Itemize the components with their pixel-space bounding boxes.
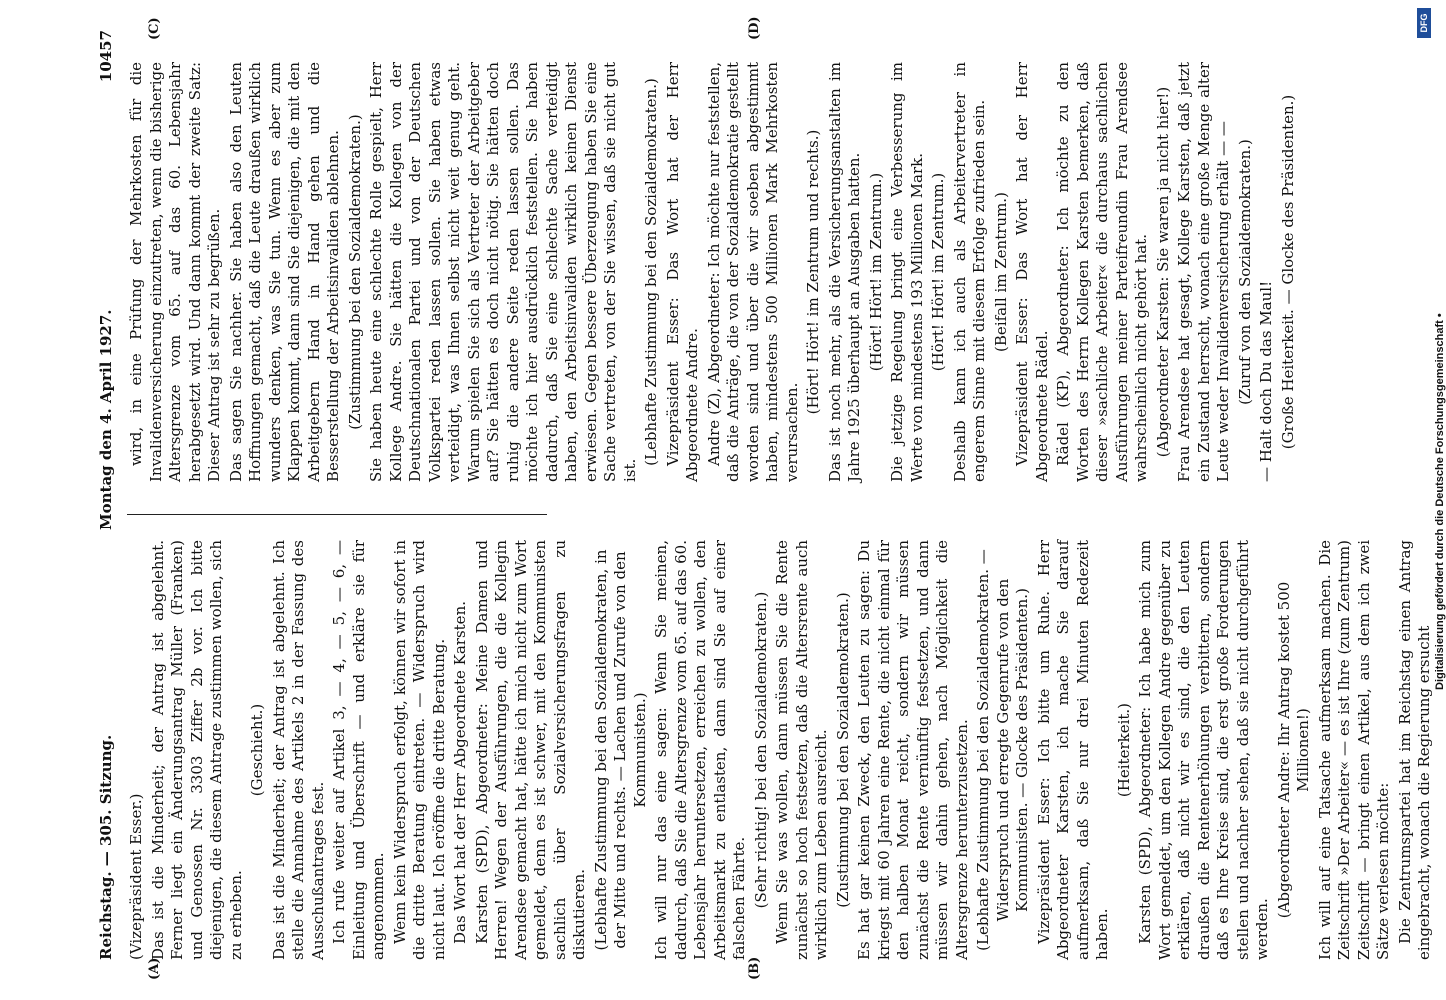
paragraph: Das ist noch mehr, als die Versicherungsanstalten im Jahre 1925 überhaupt an Ausgaben hatten. bbox=[825, 62, 863, 482]
interjection: (Zustimmung bei den Sozialdemokraten.) bbox=[833, 592, 852, 908]
paragraph: Die jetzige Regelung bringt eine Verbesserung im Werte von mindestens 193 Millionen Mark. bbox=[888, 62, 926, 482]
interjection: (Lebhafte Zustimmung bei den Sozialdemokraten. — Widerspruch und erregte Gegenrufe von den Kommunisten. — Glocke des Präsidenten.) bbox=[974, 549, 1031, 951]
interjection: (Beifall im Zentrum.) bbox=[991, 192, 1010, 352]
dfg-logo: DFG bbox=[1417, 8, 1431, 38]
left-column bbox=[127, 540, 1433, 960]
interjection: (Zustimmung bei den Sozialdemokraten.) bbox=[345, 114, 364, 430]
interjection: (Abgeordneter Karsten: Sie waren ja nicht hier!) bbox=[1153, 86, 1172, 458]
interjection: (Hört! Hört! im Zentrum und rechts.) bbox=[804, 129, 822, 415]
interjection: (Sehr richtig! bei den Sozialdemokraten.) bbox=[751, 591, 770, 909]
header-center: Montag den 4. April 1927. bbox=[97, 309, 115, 530]
section-marker-b: (B) bbox=[747, 956, 762, 980]
paragraph: Frau Arendsee hat gesagt, Kollege Karsten, daß jetzt ein Zustand herrscht, wonach eine große Menge alter Leute weder Invalidenversicherung erhält — — bbox=[1175, 62, 1232, 482]
interjection: (Hört! Hört! im Zentrum.) bbox=[866, 172, 885, 372]
paragraph: Vizepräsident Esser: Das Wort hat der Herr Abgeordnete Rädel. bbox=[1013, 62, 1051, 482]
page-header bbox=[97, 30, 117, 960]
section-marker-d: (D) bbox=[747, 16, 762, 40]
interjection: (Lebhafte Zustimmung bei den Sozialdemokraten.) bbox=[642, 78, 660, 466]
interjection: (Heiterkeit.) bbox=[1114, 702, 1133, 798]
paragraph: Wenn Sie was wollen, dann müssen Sie die Rente zunächst so hoch festsetzen, daß die Altersrente auch wirklich zum Leben ausreicht. bbox=[773, 540, 830, 960]
paragraph: Das ist die Minderheit; der Antrag ist abgelehnt. Ferner liegt ein Änderungsantrag Müller (Franken) und Genossen Nr. 3303 Ziffer 2b vor. Ich bitte diejenigen, die diesem Antrage zustimmen wollen, sich zu erheben. bbox=[148, 540, 245, 960]
paragraph: Sie haben heute eine schlechte Rolle gespielt, Herr Kollege Andre. Sie hätten die Kollegen von der Deutschnationalen Partei und von der Deutschen Volkspartei reden lassen sollen. Sie haben etwas verteidigt, was Ihnen selbst nicht weit genug geht. Warum spielen Sie sich als Vertreter der Arbeitgeber auf? Sie hätten es doch nicht nötig. Sie hätten doch ruhig die andere Seite reden lassen sollen. Das möchte ich hier ausdrücklich feststellen. Sie haben dadurch, daß Sie eine schlechte Sache verteidigt haben, den Arbeitsinvaliden wirklich keinen Dienst erwiesen. Gegen bessere Überzeugung haben Sie eine Sache vertreten, von der Sie wissen, daß sie nicht gut ist. bbox=[367, 62, 639, 482]
paragraph: Ich will auf eine Tatsache aufmerksam machen. Die Zeitschrift »Der Arbeiter« — es ist Ihre (zum Zentrum) Zeitschrift — bringt einen Artikel, aus dem ich zwei Sätze verlesen möchte: bbox=[1315, 540, 1392, 960]
interjection: (Große Heiterkeit. — Glocke des Präsidenten.) bbox=[1278, 94, 1297, 450]
paragraph: Karsten (SPD), Abgeordneter: Ich habe mich zum Wort gemeldet, um den Kollegen Andre gegenüber zu erklären, daß nicht wir es sind, die den Leuten draußen die Rentenerhöhungen verbittern, sondern daß es Ihre Kreise sind, die erst große Forderungen stellen und nachher sehen, daß sie nicht durchgeführt werden. bbox=[1136, 540, 1271, 960]
paragraph: Wenn kein Widerspruch erfolgt, können wir sofort in die dritte Beratung eintreten. — Widerspruch wird nicht laut. Ich eröffne die dritte Beratung. bbox=[390, 540, 448, 960]
paragraph: Rädel (KP), Abgeordneter: Ich möchte zu den Worten des Herrn Kollegen Karsten bemerken, daß dieser »sachliche Arbeiter« die durchaus sachlichen Ausführungen meiner Parteifreundin Frau Arendsee wahrscheinlich nicht gehört hat. bbox=[1054, 62, 1150, 482]
page-number: 10457 bbox=[97, 30, 115, 83]
paragraph: Ich will nur das eine sagen: Wenn Sie meinen, dadurch, daß Sie die Altersgrenze vom 65. auf das 60. Lebensjahr heruntersetzen, erreichen zu wollen, den Arbeitsmarkt zu entlasten, dann sind Sie auf einer falschen Fährte. bbox=[652, 540, 748, 960]
paragraph: Ich rufe weiter auf Artikel 3, — 4, — 5, — 6, — Einleitung und Überschrift — und erkläre sie für angenommen. bbox=[330, 540, 387, 960]
paragraph: Es hat gar keinen Zweck, den Leuten zu sagen: Du kriegst mit 60 Jahren eine Rente, die nicht einmal für den halben Monat reicht, sondern wir müssen zunächst die Rente vernünftig festsetzen, und dann müssen wir dahin gehen, nach Möglichkeit die Altersgrenze herunterzusetzen. bbox=[855, 540, 971, 960]
paragraph: Das ist die Minderheit; der Antrag ist abgelehnt. Ich stelle die Annahme des Artikels 2 in der Fassung des Ausschußantrages fest. bbox=[269, 540, 327, 960]
paragraph: wird, in eine Prüfung der Mehrkosten für die Invalidenversicherung einzutreten, wenn die bisherige Altersgrenze vom 65. auf das 60. Lebensjahr herabgesetzt wird. Und dann kommt der zweite Satz: Dieser Antrag ist sehr zu begrüßen. bbox=[127, 62, 223, 482]
interjection: (Abgeordneter Andre: Ihr Antrag kostet 500 Millionen!) bbox=[1274, 581, 1312, 919]
paragraph: (Vizepräsident Esser.) bbox=[127, 793, 145, 960]
section-marker-a: (A) bbox=[147, 957, 162, 980]
paragraph: Vizepräsident Esser: Ich bitte um Ruhe. Herr Abgeordneter Karsten, ich mache Sie darauf aufmerksam, daß Sie nur drei Minuten Redezeit haben. bbox=[1034, 540, 1111, 960]
section-marker-c: (C) bbox=[147, 17, 162, 40]
header-left: Reichstag. — 305. Sitzung. bbox=[97, 734, 115, 960]
interjection: (Lebhafte Zustimmung bei den Sozialdemokraten, in der Mitte und rechts. — Lachen und Zurufe von den Kommunisten.) bbox=[591, 549, 649, 951]
interjection: (Zuruf von den Sozialdemokraten.) bbox=[1235, 139, 1254, 405]
paragraph: Die Zentrumspartei hat im Reichstag einen Antrag eingebracht, wonach die Regierung ersucht bbox=[1395, 540, 1433, 960]
paragraph: Das Wort hat der Herr Abgeordnete Karsten. bbox=[451, 601, 469, 944]
paragraph: Andre (Z), Abgeordneter: Ich möchte nur feststellen, daß die Anträge, die von der Sozialdemokratie gestellt worden sind und über die wir soeben abgestimmt haben, mindestens 500 Millionen Mark Mehrkosten verursachen. bbox=[704, 62, 801, 482]
paragraph: Vizepräsident Esser: Das Wort hat der Herr Abgeordnete Andre. bbox=[663, 62, 701, 482]
column-divider bbox=[127, 514, 547, 515]
digitization-credit: Digitalisierung gefördert durch die Deutsche Forschungsgemeinschaft • bbox=[1434, 313, 1446, 690]
paragraph: — Halt doch Du das Maul! bbox=[1257, 280, 1275, 482]
interjection: (Hört! Hört! im Zentrum.) bbox=[929, 172, 947, 372]
right-column bbox=[127, 62, 1307, 482]
paragraph: Das sagen Sie nachher. Sie haben also den Leuten Hoffnungen gemacht, daß die Leute draußen wirklich wunders denken, was Sie tun. Wenn es aber zum Klappen kommt, dann sind Sie diejenigen, die mit den Arbeitgebern Hand in Hand gehen und die Besserstellung der Arbeitsinvaliden ablehnen. bbox=[226, 62, 342, 482]
interjection: (Geschieht.) bbox=[248, 703, 266, 797]
paragraph: Deshalb kann ich auch als Arbeitervertreter in engerem Sinne mit diesem Erfolge zufrieden sein. bbox=[950, 62, 988, 482]
paragraph: Karsten (SPD), Abgeordneter: Meine Damen und Herren! Wegen der Ausführungen, die die Kollegin Arendsee gemacht hat, hätte ich mich nicht zum Wort gemeldet, denn es ist schwer, mit den Kommunisten sachlich über Sozialversicherungsfragen zu diskutieren. bbox=[472, 540, 588, 960]
